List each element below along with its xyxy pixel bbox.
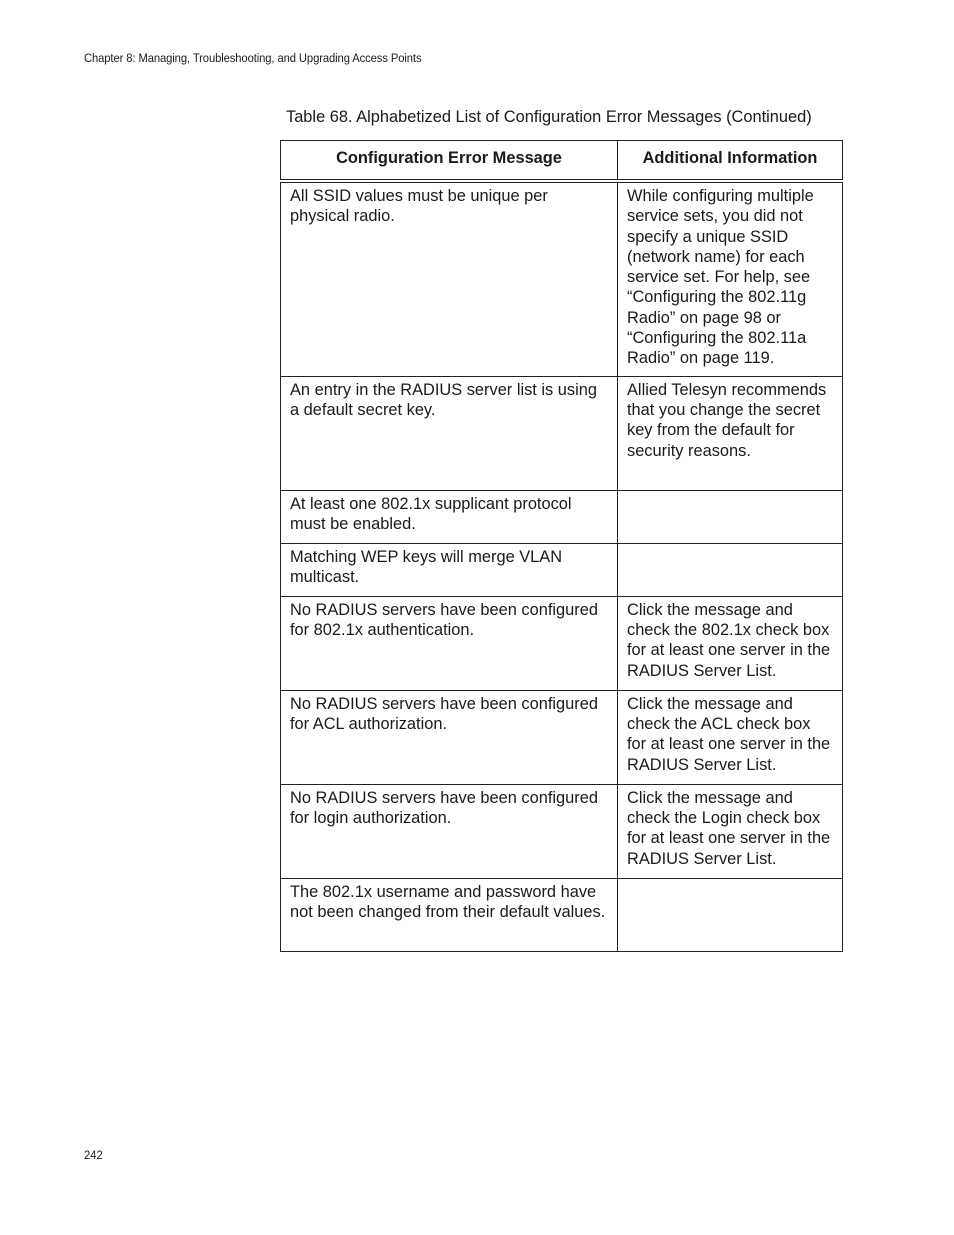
info-cell: Click the message and check the ACL check box for at least one server in the RADIUS Server List. xyxy=(618,690,843,784)
info-cell: Click the message and check the 802.1x check box for at least one server in the RADIUS Server List. xyxy=(618,596,843,690)
message-cell: No RADIUS servers have been configured for login authorization. xyxy=(281,784,618,878)
message-cell: Matching WEP keys will merge VLAN multicast. xyxy=(281,543,618,596)
message-cell: The 802.1x username and password have not been changed from their default values. xyxy=(281,878,618,951)
column-header-message: Configuration Error Message xyxy=(281,141,618,182)
table-caption: Table 68. Alphabetized List of Configuration Error Messages (Continued) xyxy=(286,108,812,126)
message-cell: An entry in the RADIUS server list is using a default secret key. xyxy=(281,376,618,490)
table-row xyxy=(281,543,843,596)
table-row xyxy=(281,376,843,490)
message-cell: No RADIUS servers have been configured for ACL authorization. xyxy=(281,690,618,784)
table-row xyxy=(281,784,843,878)
info-cell: Allied Telesyn recommends that you change the secret key from the default for security reasons. xyxy=(618,376,843,490)
message-cell: At least one 802.1x supplicant protocol must be enabled. xyxy=(281,490,618,543)
error-messages-table xyxy=(280,140,842,952)
table-row xyxy=(281,878,843,951)
table-row xyxy=(281,181,843,376)
info-cell: While configuring multiple service sets, you did not specify a unique SSID (network name) for each service set. For help, see “Configuring the 802.11g Radio” on page 98 or “Configuring the 802.11a Radio” on page 119. xyxy=(618,181,843,376)
info-cell: Click the message and check the Login check box for at least one server in the RADIUS Server List. xyxy=(618,784,843,878)
page-number: 242 xyxy=(84,1148,103,1162)
info-cell xyxy=(618,878,843,951)
info-cell xyxy=(618,490,843,543)
message-cell: No RADIUS servers have been configured for 802.1x authentication. xyxy=(281,596,618,690)
column-header-info: Additional Information xyxy=(618,141,843,182)
table-row xyxy=(281,690,843,784)
table-row xyxy=(281,596,843,690)
table-row xyxy=(281,490,843,543)
message-cell: All SSID values must be unique per physical radio. xyxy=(281,181,618,376)
table-header-row xyxy=(281,141,843,182)
running-header: Chapter 8: Managing, Troubleshooting, and Upgrading Access Points xyxy=(84,51,422,65)
info-cell xyxy=(618,543,843,596)
